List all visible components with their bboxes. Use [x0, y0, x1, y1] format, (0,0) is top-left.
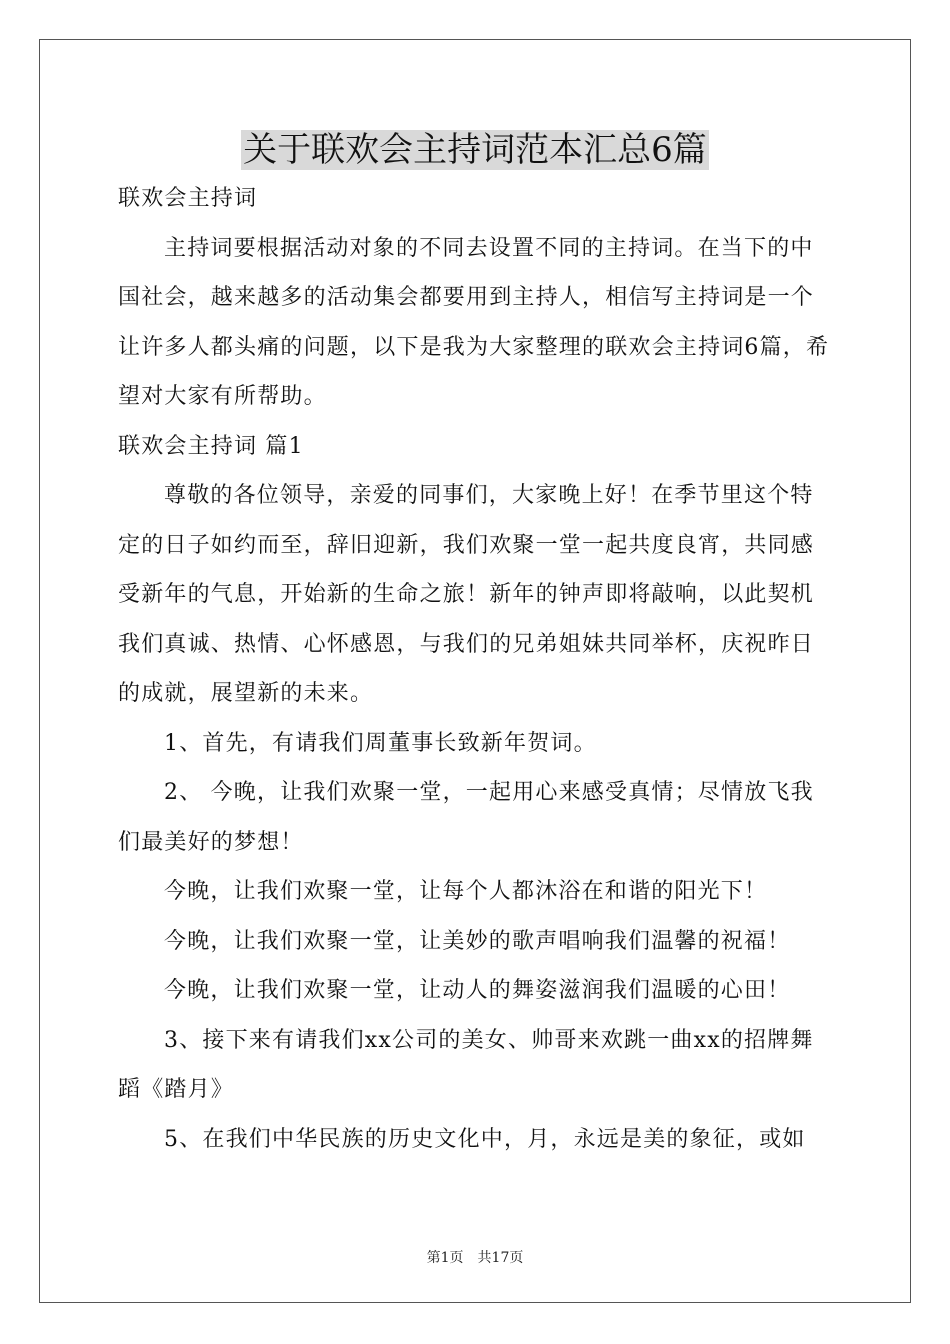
- body-paragraph: 今晚，让我们欢聚一堂，让美妙的歌声唱响我们温馨的祝福！: [164, 928, 791, 954]
- page-footer: [0, 1248, 950, 1268]
- body-paragraph: 尊敬的各位领导，亲爱的同事们，大家晚上好！在季节里这个特定的日子如约而至，辞旧迎新，我们欢聚一堂一起共度良宵，共同感受新年的气息，开始新的生命之旅！新年的钟声即将敲响，以此契机我们真诚、热情、心怀感恩，与我们的兄弟姐妹共同举杯，庆祝昨日的成就，展望新的未来。: [118, 483, 815, 706]
- section-heading: 联欢会主持词: [118, 186, 258, 211]
- body-paragraph: 5、在我们中华民族的历史文化中，月，永远是美的象征，或如: [164, 1126, 806, 1152]
- document-title: 关于联欢会主持词范本汇总6篇: [243, 130, 707, 170]
- body-paragraph: 1、首先，有请我们周董事长致新年贺词。: [164, 730, 597, 756]
- body-paragraph: 今晚，让我们欢聚一堂，让每个人都沐浴在和谐的阳光下！: [164, 879, 768, 904]
- body-paragraph: 今晚，让我们欢聚一堂，让动人的舞姿滋润我们温暖的心田！: [164, 978, 791, 1003]
- body-paragraph: 3、接下来有请我们xx公司的美女、帅哥来欢跳一曲xx的招牌舞蹈《踏月》: [118, 1027, 814, 1102]
- intro-paragraph: 主持词要根据活动对象的不同去设置不同的主持词。在当下的中国社会，越来越多的活动集会都要用到主持人，相信写主持词是一个让许多人都头痛的问题，以下是我为大家整理的联欢会主持词6篇，希望对大家有所帮助。: [118, 235, 830, 409]
- section-heading: 联欢会主持词 篇1: [118, 433, 304, 459]
- page-number: 第1页: [426, 1250, 464, 1266]
- page-total: 共17页: [477, 1250, 524, 1266]
- document-body: [118, 174, 834, 1164]
- body-paragraph: 2、 今晚，让我们欢聚一堂，一起用心来感受真情；尽情放飞我们最美好的梦想！: [118, 780, 814, 855]
